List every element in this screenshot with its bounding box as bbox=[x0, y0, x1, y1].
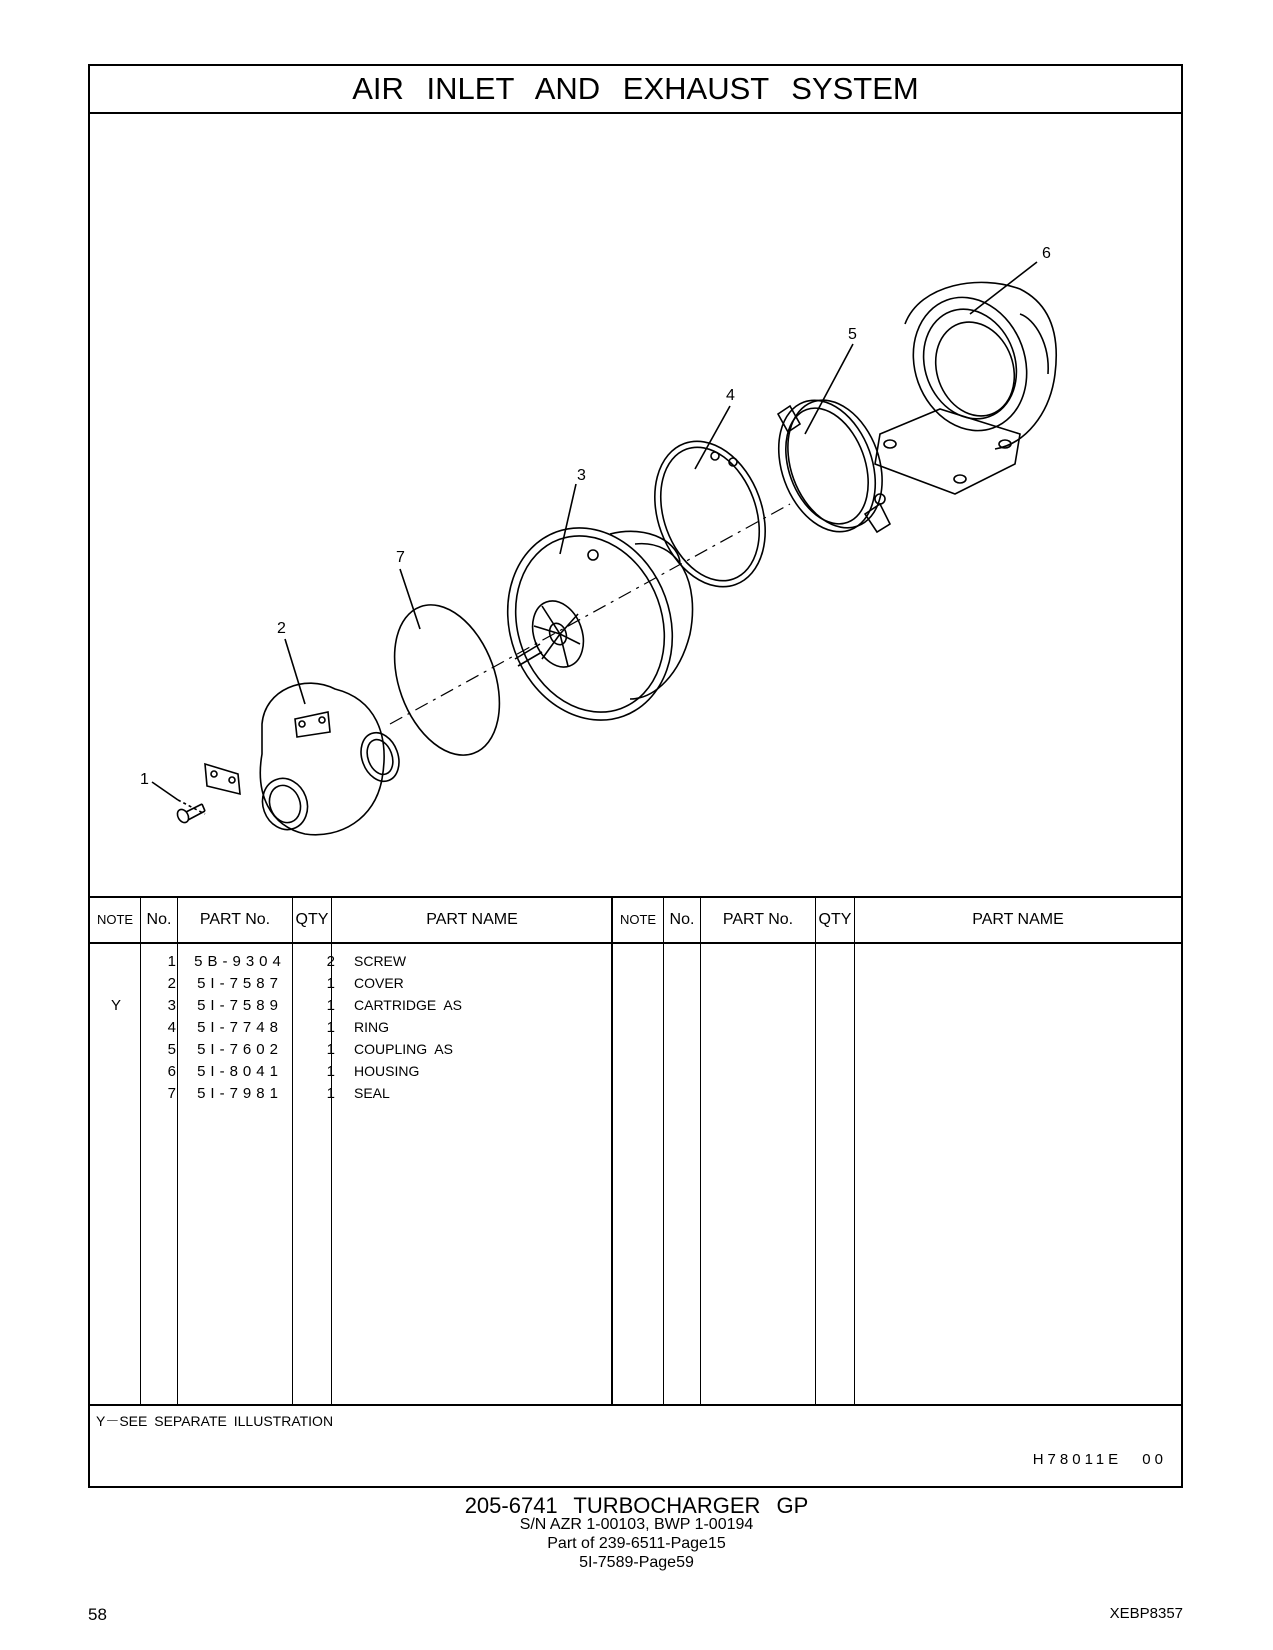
table-row: 7 5I-7981 1 SEAL bbox=[167, 1085, 390, 1102]
document-id: XEBP8357 bbox=[1109, 1605, 1183, 1622]
callout-4: 4 bbox=[726, 387, 735, 404]
drawing-code: H78011E 00 bbox=[1032, 1451, 1167, 1468]
header-part-name-left: PART NAME bbox=[426, 911, 518, 928]
table-row: 6 5I-8041 1 HOUSING bbox=[167, 1063, 420, 1080]
parts-table-body bbox=[90, 944, 1181, 1406]
turbocharger-drawing bbox=[90, 114, 1181, 896]
page-number: 58 bbox=[88, 1605, 107, 1624]
header-note-left: NOTE bbox=[96, 912, 134, 927]
header-qty-left: QTY bbox=[295, 911, 329, 928]
header-no-right: No. bbox=[669, 911, 695, 928]
housing-part bbox=[875, 281, 1056, 494]
seal-part bbox=[375, 590, 519, 769]
table-row: 2 5I-7587 1 COVER bbox=[167, 975, 404, 992]
ring-part bbox=[635, 426, 784, 603]
parts-table-header bbox=[90, 896, 1181, 944]
exploded-view-illustration bbox=[90, 114, 1181, 896]
caption-serial: S/N AZR 1-00103, BWP 1-00194 bbox=[519, 1516, 754, 1533]
caption-part-of: Part of 239-6511-Page15 bbox=[547, 1535, 726, 1552]
header-qty-right: QTY bbox=[818, 911, 852, 928]
callout-5: 5 bbox=[848, 326, 857, 343]
table-row: 5 5I-7602 1 COUPLING AS bbox=[167, 1041, 453, 1058]
callout-7: 7 bbox=[396, 549, 405, 566]
callout-3: 3 bbox=[577, 467, 586, 484]
caption-title: 205-6741 TURBOCHARGER GP bbox=[464, 1493, 809, 1518]
header-part-name-right: PART NAME bbox=[972, 911, 1064, 928]
table-row: 1 5B-9304 2 SCREW bbox=[167, 953, 407, 970]
cover-part bbox=[205, 683, 405, 836]
header-note-right: NOTE bbox=[619, 912, 657, 927]
header-part-no-left: PART No. bbox=[199, 911, 271, 928]
cartridge-part bbox=[481, 505, 698, 744]
footnote: Y－SEE SEPARATE ILLUSTRATION bbox=[96, 1413, 334, 1429]
table-row: Y 3 5I-7589 1 CARTRIDGE AS bbox=[110, 997, 462, 1014]
page-title: AIR INLET AND EXHAUST SYSTEM bbox=[90, 66, 1181, 114]
table-row: 4 5I-7748 1 RING bbox=[167, 1019, 389, 1036]
header-no-left: No. bbox=[146, 911, 172, 928]
parts-page-frame bbox=[88, 64, 1183, 1488]
header-part-no-right: PART No. bbox=[722, 911, 794, 928]
screw-part bbox=[175, 800, 205, 825]
callout-6: 6 bbox=[1042, 245, 1051, 262]
callout-2: 2 bbox=[277, 620, 286, 637]
caption-reference: 5I-7589-Page59 bbox=[579, 1554, 694, 1571]
callout-1: 1 bbox=[140, 771, 149, 788]
